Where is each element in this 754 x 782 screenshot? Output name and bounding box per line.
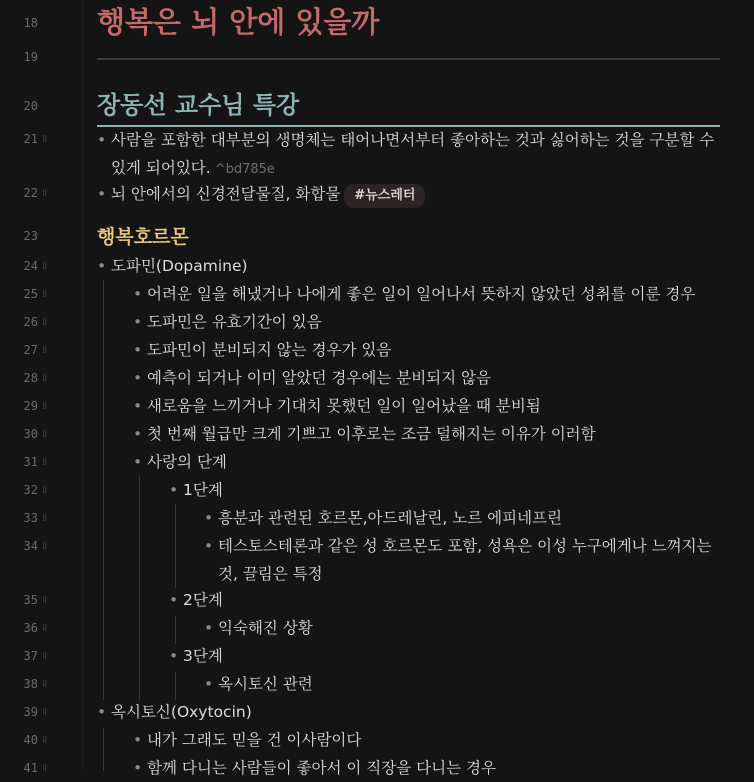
drag-handle-icon[interactable]: ⁞⁞ <box>42 457 47 468</box>
list-item[interactable]: • 어려운 일을 해냈거나 나에게 좋은 일이 일어나서 뜻하지 않았던 성취를 이룬 경우 <box>133 280 724 308</box>
list-item[interactable]: • 테스토스테론과 같은 성 호르몬도 포함, 성욕은 이성 누구에게나 느껴지는 것, 끌림은 특정 <box>204 532 718 588</box>
line-number: 30 <box>23 427 38 441</box>
heading-2[interactable]: 장동선 교수님 특강 <box>97 91 300 119</box>
line-number: 29 <box>23 399 38 413</box>
line-number: 24 <box>23 259 38 273</box>
bullet-dot-icon: • <box>204 675 214 693</box>
list-item[interactable]: • 새로움을 느끼거나 기대치 못했던 일이 일어났을 때 분비됨 <box>133 392 724 420</box>
line-number: 25 <box>23 287 38 301</box>
bullet-dot-icon: • <box>97 703 107 721</box>
drag-handle-icon[interactable]: ⁞⁞ <box>42 429 47 440</box>
line-number: 35 <box>23 593 38 607</box>
drag-handle-icon[interactable]: ⁞⁞ <box>42 623 47 634</box>
line-number: 32 <box>23 483 38 497</box>
bullet-dot-icon: • <box>204 537 214 555</box>
heading-3[interactable]: 행복호르몬 <box>97 226 189 248</box>
line-number: 23 <box>23 229 38 243</box>
drag-handle-icon[interactable]: ⁞⁞ <box>42 188 47 199</box>
drag-handle-icon[interactable]: ⁞⁞ <box>42 541 47 552</box>
bullet-dot-icon: • <box>97 131 107 149</box>
drag-handle-icon[interactable]: ⁞⁞ <box>42 485 47 496</box>
bullet-dot-icon: • <box>133 341 143 359</box>
drag-handle-icon[interactable]: ⁞⁞ <box>42 134 47 145</box>
drag-handle-icon[interactable]: ⁞⁞ <box>42 513 47 524</box>
line-number: 18 <box>23 16 38 30</box>
list-item[interactable]: • 내가 그래도 믿을 건 이사람이다 <box>133 726 724 754</box>
drag-handle-icon[interactable]: ⁞⁞ <box>42 595 47 606</box>
bullet-dot-icon: • <box>133 313 143 331</box>
bullet-dot-icon: • <box>133 397 143 415</box>
line-number: 20 <box>23 99 38 113</box>
line-number: 34 <box>23 539 38 553</box>
bullet-dot-icon: • <box>97 185 107 203</box>
list-item[interactable]: • 옥시토신 관련 <box>204 670 724 698</box>
list-item[interactable]: • 2단계 <box>169 586 724 614</box>
line-number: 41 <box>23 761 38 775</box>
indent-guide <box>175 504 176 588</box>
line-number: 28 <box>23 371 38 385</box>
line-number: 31 <box>23 455 38 469</box>
drag-handle-icon[interactable]: ⁞⁞ <box>42 651 47 662</box>
list-item[interactable]: • 도파민(Dopamine) <box>97 252 724 280</box>
list-item[interactable]: • 함께 다니는 사람들이 좋아서 이 직장을 다니는 경우 <box>133 754 724 782</box>
indent-guide <box>139 476 140 700</box>
bullet-dot-icon: • <box>204 619 214 637</box>
heading-1[interactable]: 행복은 뇌 안에 있을까 <box>97 5 380 39</box>
tag-newsletter[interactable]: #뉴스레터 <box>344 184 425 208</box>
drag-handle-icon[interactable]: ⁞⁞ <box>42 317 47 328</box>
bullet-dot-icon: • <box>169 481 179 499</box>
list-item[interactable]: • 흥분과 관련된 호르몬,아드레날린, 노르 에피네프린 <box>204 504 724 532</box>
bullet-dot-icon: • <box>133 425 143 443</box>
drag-handle-icon[interactable]: ⁞⁞ <box>42 401 47 412</box>
bullet-dot-icon: • <box>133 759 143 777</box>
line-number: 36 <box>23 621 38 635</box>
indent-guide <box>175 672 176 700</box>
list-item[interactable]: • 3단계 <box>169 642 724 670</box>
line-number: 33 <box>23 511 38 525</box>
line-number: 26 <box>23 315 38 329</box>
indent-guide <box>175 616 176 644</box>
bullet-dot-icon: • <box>97 257 107 275</box>
horizontal-rule <box>97 58 720 60</box>
drag-handle-icon[interactable]: ⁞⁞ <box>42 373 47 384</box>
line-number: 40 <box>23 733 38 747</box>
bullet-dot-icon: • <box>133 369 143 387</box>
line-number: 27 <box>23 343 38 357</box>
line-number: 21 <box>23 132 38 146</box>
list-item[interactable]: • 뇌 안에서의 신경전달물질, 화합물 #뉴스레터 <box>97 180 724 208</box>
drag-handle-icon[interactable]: ⁞⁞ <box>42 707 47 718</box>
bullet-dot-icon: • <box>204 509 214 527</box>
bullet-dot-icon: • <box>169 647 179 665</box>
line-number: 38 <box>23 677 38 691</box>
list-item[interactable]: • 예측이 되거나 이미 알았던 경우에는 분비되지 않음 <box>133 364 724 392</box>
bullet-dot-icon: • <box>133 453 143 471</box>
bullet-dot-icon: • <box>169 591 179 609</box>
drag-handle-icon[interactable]: ⁞⁞ <box>42 763 47 774</box>
bullet-dot-icon: • <box>133 731 143 749</box>
drag-handle-icon[interactable]: ⁞⁞ <box>42 679 47 690</box>
list-item[interactable]: • 익숙해진 상황 <box>204 614 724 642</box>
drag-handle-icon[interactable]: ⁞⁞ <box>42 735 47 746</box>
line-number: 37 <box>23 649 38 663</box>
indent-guide <box>103 280 104 700</box>
bullet-dot-icon: • <box>133 285 143 303</box>
drag-handle-icon[interactable]: ⁞⁞ <box>42 261 47 272</box>
line-number: 22 <box>23 186 38 200</box>
block-reference-id: ^bd785e <box>214 162 275 177</box>
list-item[interactable]: • 1단계 <box>169 476 724 504</box>
list-item[interactable]: • 옥시토신(Oxytocin) <box>97 698 724 726</box>
line-number: 39 <box>23 705 38 719</box>
indent-guide <box>103 728 104 771</box>
list-item[interactable]: • 도파민은 유효기간이 있음 <box>133 308 724 336</box>
list-item[interactable]: • 첫 번째 월급만 크게 기쁘고 이후로는 조금 덜해지는 이유가 이러함 <box>133 420 724 448</box>
list-item[interactable]: • 도파민이 분비되지 않는 경우가 있음 <box>133 336 724 364</box>
drag-handle-icon[interactable]: ⁞⁞ <box>42 345 47 356</box>
line-number: 19 <box>23 50 38 64</box>
drag-handle-icon[interactable]: ⁞⁞ <box>42 289 47 300</box>
list-item[interactable]: • 사람을 포함한 대부분의 생명체는 태어나면서부터 좋아하는 것과 싫어하는 것을 구분할 수 있게 되어있다. ^bd785e <box>97 126 721 184</box>
list-item[interactable]: • 사랑의 단계 <box>133 448 724 476</box>
